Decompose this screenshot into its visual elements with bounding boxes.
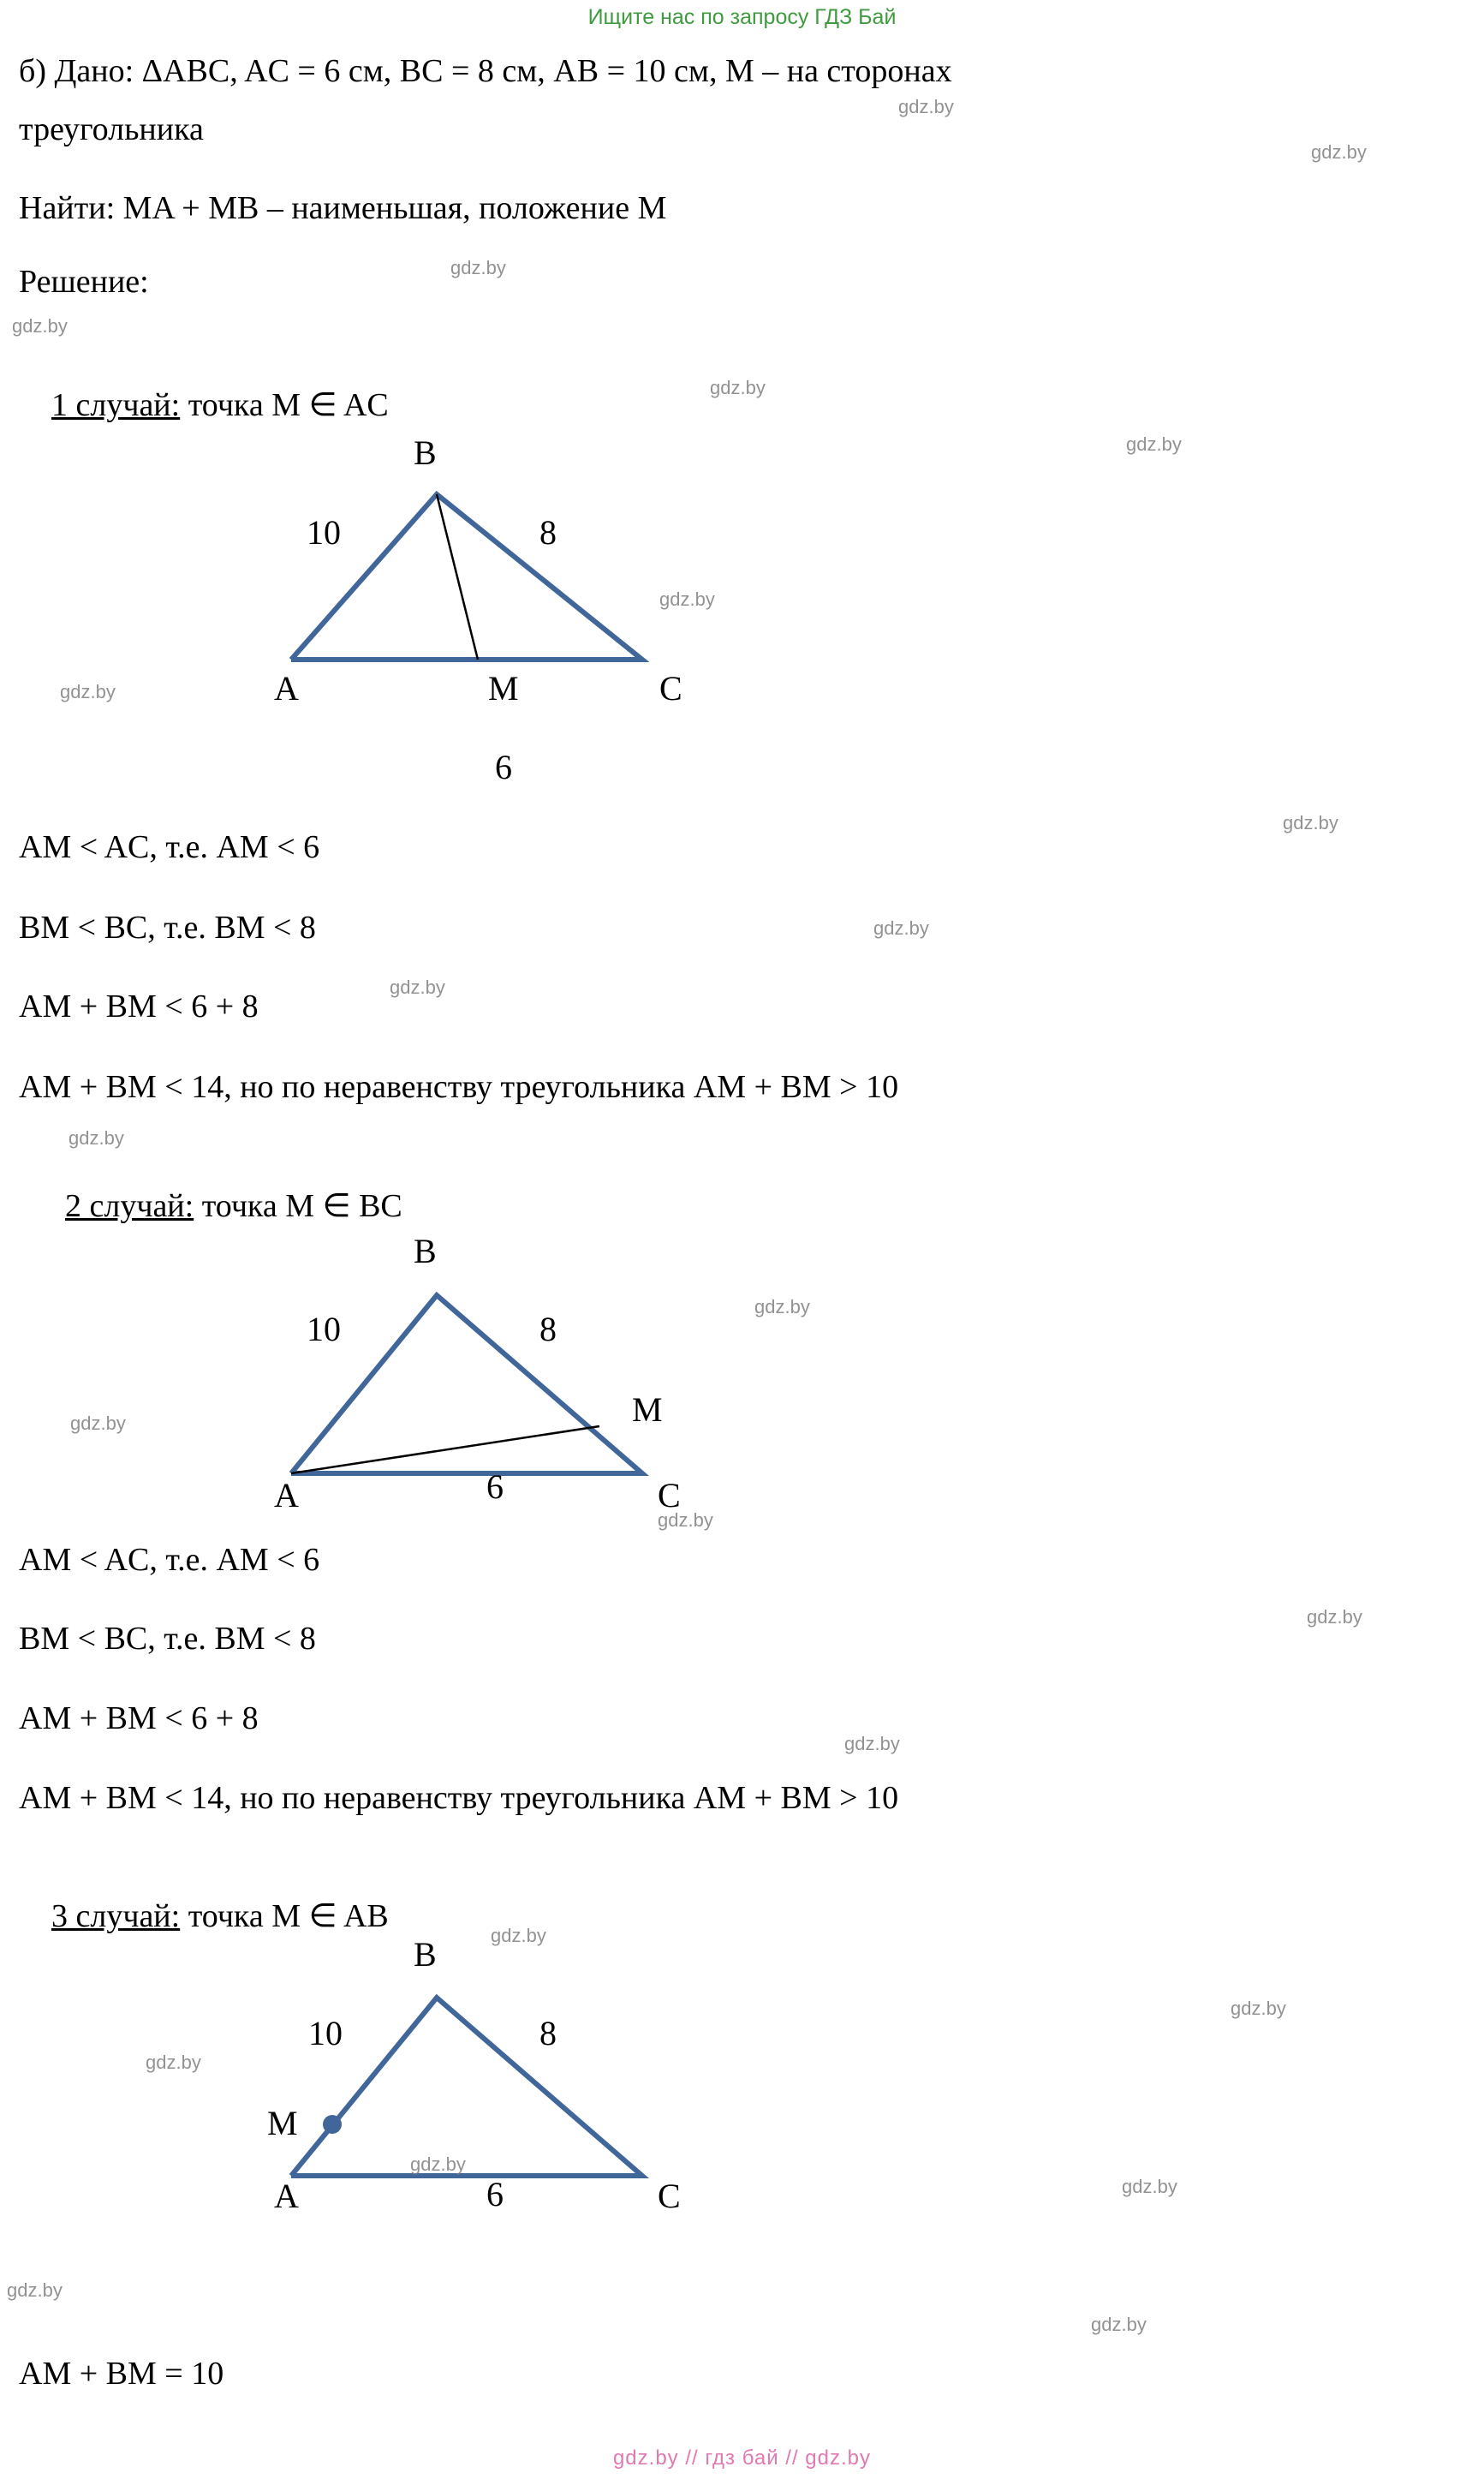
bottom-promo-banner: gdz.by // гдз бай // gdz.by: [612, 2446, 872, 2470]
case-2-text: точка M ∈ BC: [194, 1187, 402, 1224]
case-1-line-2: BM < BC, т.е. BM < 8: [19, 910, 316, 946]
case-1-line-3: AM + BM < 6 + 8: [19, 989, 259, 1024]
given-line-2: треугольника: [19, 111, 204, 147]
watermark-7: gdz.by: [60, 681, 116, 702]
watermark-6: gdz.by: [659, 588, 715, 610]
watermark-19: gdz.by: [146, 2052, 201, 2073]
case-1-heading: [19, 349, 389, 462]
watermark-22: gdz.by: [7, 2279, 63, 2301]
case-3-text: точка M ∈ AB: [180, 1897, 389, 1934]
figure-2-vertex-b: B: [414, 1232, 437, 1270]
watermark-16: gdz.by: [844, 1733, 900, 1754]
case-2-heading: [33, 1150, 402, 1263]
figure-1-vertex-a: A: [274, 669, 299, 708]
solution-label: Решение:: [19, 264, 149, 300]
watermark-10: gdz.by: [390, 977, 445, 998]
figure-3-vertex-b: B: [414, 1935, 437, 1974]
top-promo-banner: Ищите нас по запросу ГДЗ Бай: [587, 5, 897, 29]
figure-1-side-ab: 10: [307, 513, 341, 552]
figure-2-side-ab: 10: [307, 1310, 341, 1348]
case-2-line-1: AM < AC, т.е. AM < 6: [19, 1542, 320, 1578]
watermark-3: gdz.by: [12, 315, 68, 337]
figure-2-side-ac: 6: [486, 1467, 504, 1506]
watermark-0: gdz.by: [898, 96, 954, 117]
figure-2-point-m: M: [632, 1390, 663, 1429]
figure-2-side-bc: 8: [539, 1310, 557, 1348]
figure-3-side-bc: 8: [539, 2014, 557, 2052]
case-3-heading: [19, 1861, 389, 1973]
figure-1-point-m: M: [488, 669, 519, 708]
figure-3-vertex-c: C: [658, 2177, 681, 2215]
figure-1-side-bc: 8: [539, 513, 557, 552]
watermark-18: gdz.by: [1231, 1998, 1286, 2019]
given-line-1: б) Дано: ΔABC, AC = 6 см, BC = 8 см, AB = 10 см, M – на сторонах: [19, 53, 952, 89]
figure-1-vertex-b: B: [414, 433, 437, 472]
case-3-label: 3 случай:: [51, 1897, 181, 1934]
watermark-8: gdz.by: [1283, 812, 1338, 833]
figure-1-triangle: [257, 463, 736, 694]
figure-3-side-ab: 10: [308, 2014, 343, 2052]
watermark-14: gdz.by: [658, 1509, 713, 1531]
watermark-5: gdz.by: [1126, 433, 1182, 455]
case-1-label: 1 случай:: [51, 386, 181, 423]
watermark-21: gdz.by: [1122, 2176, 1177, 2197]
figure-1-vertex-c: C: [659, 669, 682, 708]
watermark-20: gdz.by: [410, 2153, 466, 2175]
watermark-15: gdz.by: [1307, 1606, 1362, 1628]
watermark-17: gdz.by: [491, 1925, 546, 1946]
case-1-line-4: AM + BM < 14, но по неравенству треугольника AM + BM > 10: [19, 1069, 899, 1105]
watermark-2: gdz.by: [450, 257, 506, 278]
watermark-4: gdz.by: [710, 377, 766, 398]
case-2-line-3: AM + BM < 6 + 8: [19, 1700, 259, 1736]
watermark-9: gdz.by: [873, 917, 929, 939]
figure-2-vertex-c: C: [658, 1476, 681, 1514]
watermark-23: gdz.by: [1091, 2314, 1147, 2335]
watermark-12: gdz.by: [754, 1296, 810, 1317]
find-line: Найти: MA + MB – наименьшая, положение M: [19, 190, 667, 226]
figure-2-vertex-a: A: [274, 1476, 299, 1514]
case-1-line-1: AM < AC, т.е. AM < 6: [19, 829, 320, 865]
case-2-line-2: BM < BC, т.е. BM < 8: [19, 1621, 316, 1657]
watermark-11: gdz.by: [69, 1127, 124, 1149]
case-2-label: 2 случай:: [65, 1187, 194, 1224]
case-1-text: точка M ∈ AC: [180, 386, 389, 423]
figure-3-vertex-a: A: [274, 2177, 299, 2215]
figure-3-point-m: M: [267, 2104, 298, 2142]
watermark-1: gdz.by: [1311, 141, 1367, 163]
figure-3-side-ac: 6: [486, 2175, 504, 2213]
figure-1-side-ac: 6: [495, 748, 512, 786]
case-2-line-4: AM + BM < 14, но по неравенству треугольника AM + BM > 10: [19, 1780, 899, 1816]
watermark-13: gdz.by: [70, 1413, 126, 1434]
case-3-line-1: AM + BM = 10: [19, 2356, 224, 2392]
